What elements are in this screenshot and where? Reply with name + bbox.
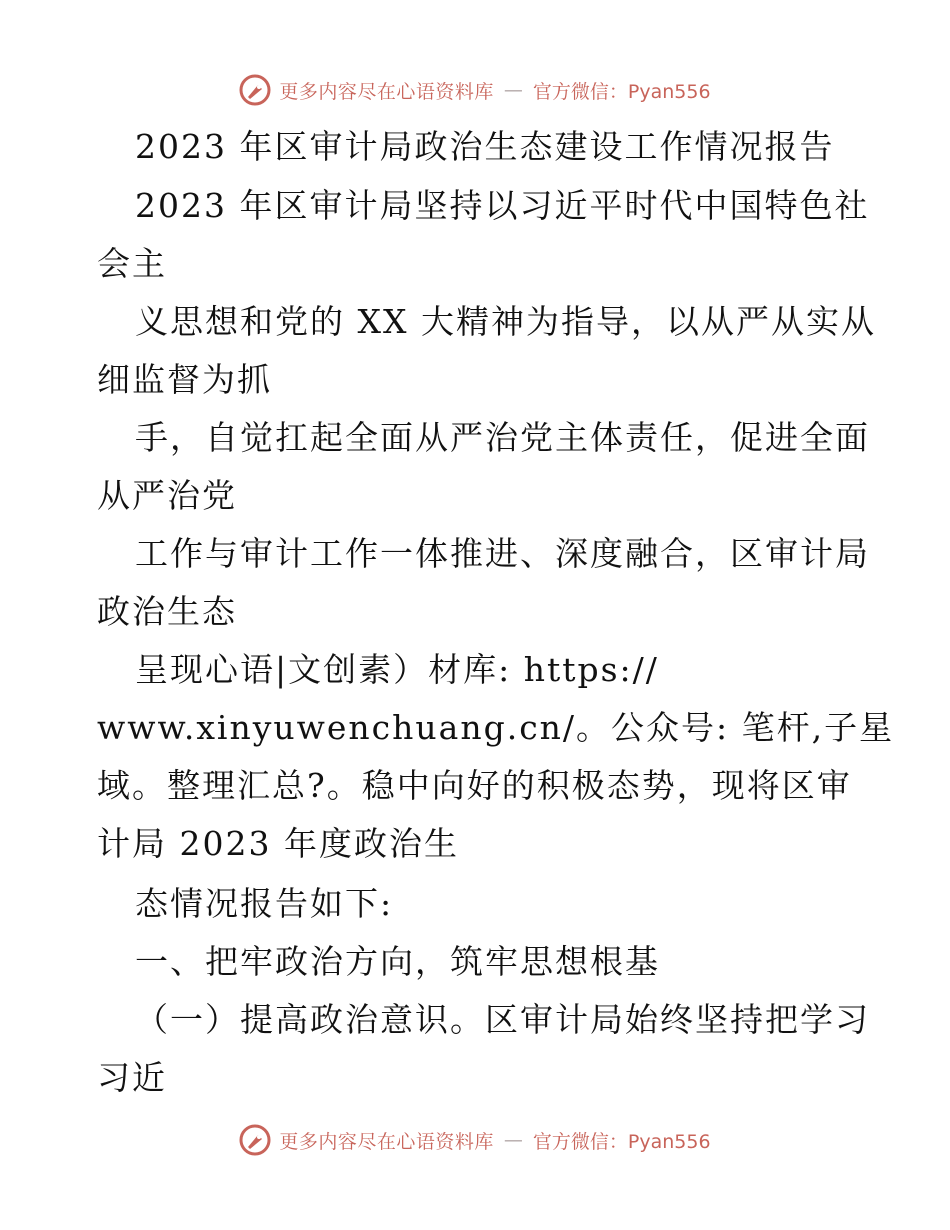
pen-nib-logo-icon xyxy=(239,1124,271,1156)
text-line: 细监督为抓 xyxy=(97,360,272,399)
section-heading: 一、把牢政治方向，筑牢思想根基 xyxy=(135,942,660,981)
text-line: 从严治党 xyxy=(97,476,237,515)
watermark-separator: — xyxy=(503,1129,523,1151)
header-watermark xyxy=(0,70,950,110)
watermark-text: 更多内容尽在心语资料库 xyxy=(279,1130,494,1153)
text-line: 政治生态 xyxy=(97,592,237,631)
text-line: 习近 xyxy=(97,1058,167,1097)
text-line: 义思想和党的 XX 大精神为指导，以从严从实从 xyxy=(135,302,876,341)
text-line: 会主 xyxy=(97,244,167,283)
document-title: 2023 年区审计局政治生态建设工作情况报告 xyxy=(135,127,835,166)
text-line: 2023 年区审计局坚持以习近平时代中国特色社 xyxy=(135,186,870,225)
watermark-separator: — xyxy=(503,79,523,101)
text-line: 域。整理汇总?。稳中向好的积极态势，现将区审 xyxy=(97,766,852,805)
text-line: 工作与审计工作一体推进、深度融合，区审计局 xyxy=(135,534,870,573)
subsection-heading: （一）提高政治意识。区审计局始终坚持把学习 xyxy=(135,1000,870,1039)
footer-watermark xyxy=(0,1120,950,1160)
watermark-contact: 官方微信：Pyan556 xyxy=(532,80,711,103)
text-line: 计局 2023 年度政治生 xyxy=(97,824,459,863)
text-line: www.xinyuwenchuang.cn/。公众号: 笔杆,子星 xyxy=(97,708,895,747)
text-line: 态情况报告如下: xyxy=(135,884,394,923)
text-line: 手，自觉扛起全面从严治党主体责任，促进全面 xyxy=(135,418,870,457)
watermark-text: 更多内容尽在心语资料库 xyxy=(279,80,494,103)
pen-nib-logo-icon xyxy=(239,74,271,106)
text-line: 呈现心语|文创素）材库: https:// xyxy=(135,650,659,689)
watermark-contact: 官方微信：Pyan556 xyxy=(532,1130,711,1153)
